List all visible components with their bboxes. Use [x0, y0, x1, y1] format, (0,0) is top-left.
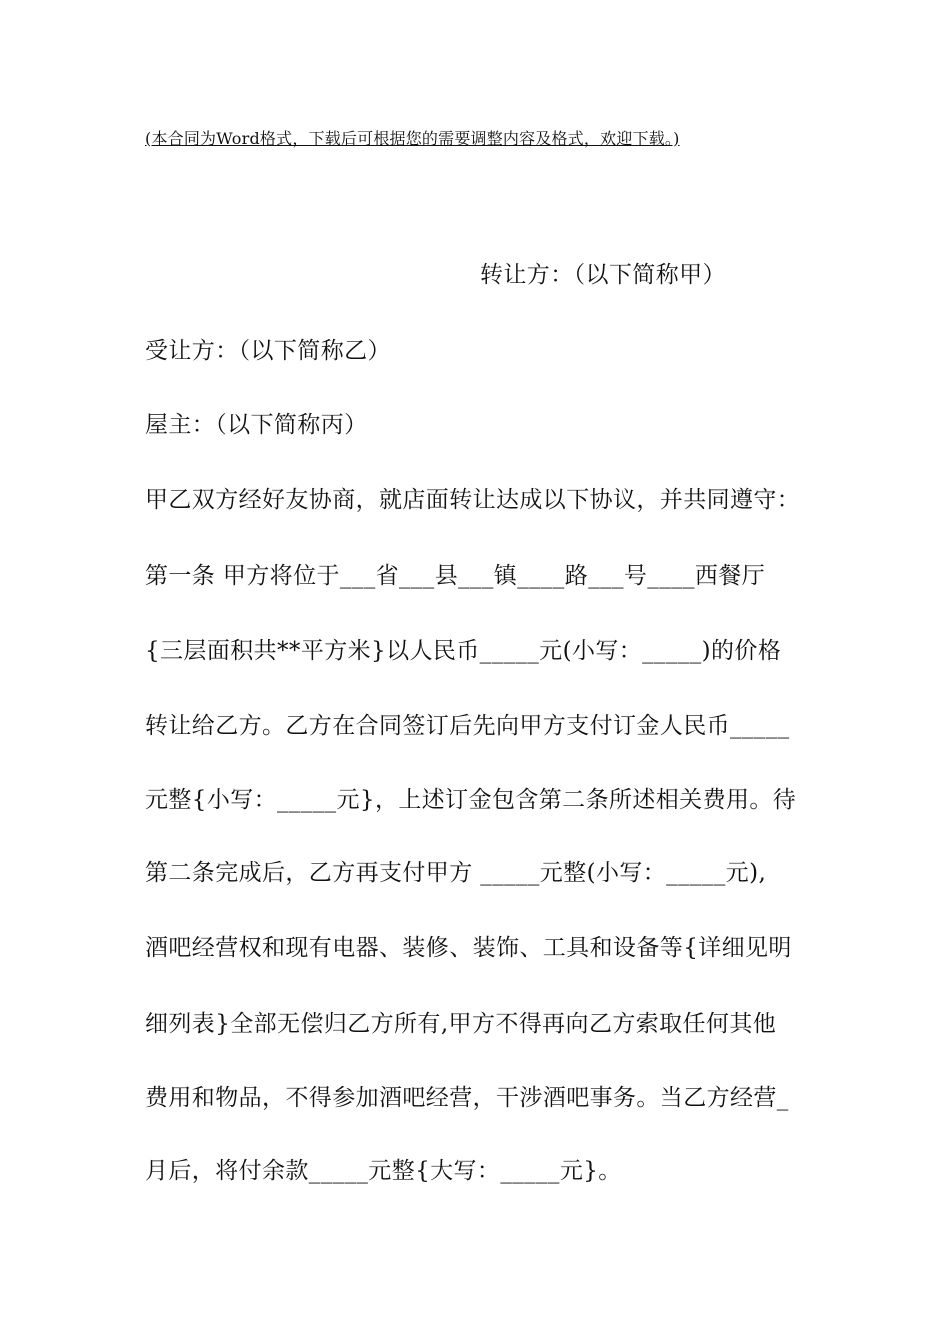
- party-landlord: 屋主：（以下简称丙）: [145, 412, 368, 438]
- article1-line-3: 转让给乙方。乙方在合同签订后先向甲方支付订金人民币_____: [145, 713, 790, 739]
- article1-line-7: 细列表}全部无偿归乙方所有,甲方不得再向乙方索取任何其他: [145, 1011, 777, 1037]
- article1-line-2: {三层面积共**平方米}以人民币_____元(小写：_____)的价格: [145, 638, 782, 664]
- party-transferor: 转让方：（以下简称甲）: [480, 262, 726, 288]
- article1-line-8: 费用和物品，不得参加酒吧经营，干涉酒吧事务。当乙方经营_: [145, 1085, 789, 1111]
- download-notice: (本合同为Word格式，下载后可根据您的需要调整内容及格式，欢迎下载。): [145, 129, 680, 148]
- article1-line-4: 元整{小写：_____元}，上述订金包含第二条所述相关费用。待: [145, 787, 797, 813]
- article1-line-5: 第二条完成后，乙方再支付甲方 _____元整(小写：_____元),: [145, 860, 767, 886]
- article1-line-9: 月后，将付余款_____元整{大写：_____元}。: [145, 1158, 622, 1184]
- party-transferee: 受让方：（以下简称乙）: [145, 338, 391, 364]
- intro-paragraph: 甲乙双方经好友协商，就店面转让达成以下协议，并共同遵守：: [145, 487, 801, 513]
- article1-line-6: 酒吧经营权和现有电器、装修、装饰、工具和设备等{详细见明: [145, 935, 792, 961]
- article1-line-1: 第一条 甲方将位于___省___县___镇____路___号____西餐厅: [145, 563, 766, 589]
